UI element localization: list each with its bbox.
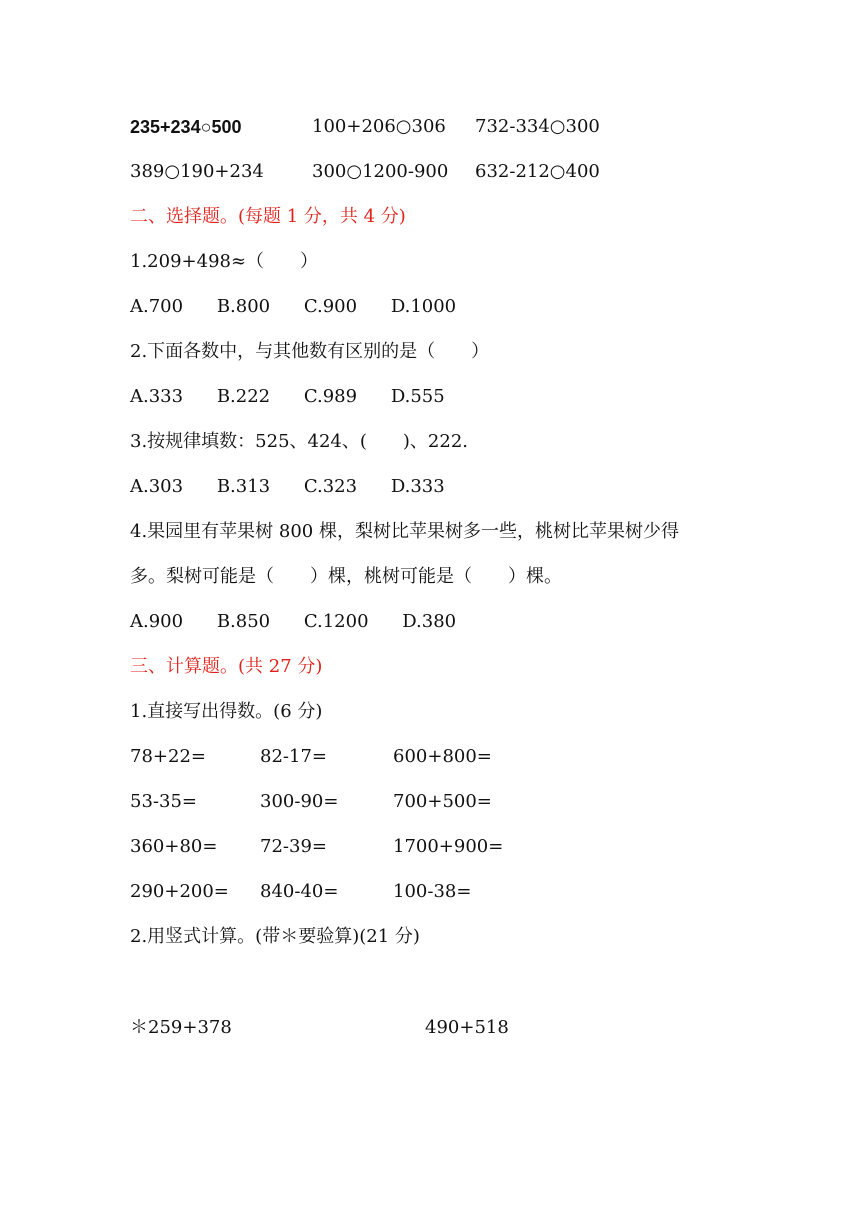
compare-item: 389○190+234 bbox=[130, 161, 264, 182]
calc-item: 100-38= bbox=[393, 881, 472, 902]
compare-item: 300○1200-900 bbox=[312, 161, 449, 182]
option: C.1200 bbox=[303, 611, 369, 632]
question-4-line-2: 多。梨树可能是（ ）棵，桃树可能是（ ）棵。 bbox=[130, 566, 562, 587]
calc-item: 290+200= bbox=[130, 881, 229, 902]
question-4-line-1: 4.果园里有苹果树 800 棵，梨树比苹果树多一些，桃树比苹果树少得 bbox=[130, 521, 679, 542]
question-1-options bbox=[130, 295, 484, 319]
calc-item: 600+800= bbox=[393, 746, 492, 767]
option: A.900 bbox=[130, 611, 184, 632]
option: B.313 bbox=[216, 476, 271, 497]
subsection-2: 2.用竖式计算。(带＊要验算)(21 分) bbox=[130, 926, 420, 947]
question-2: 2.下面各数中，与其他数有区别的是（ ） bbox=[130, 341, 490, 362]
question-4-options bbox=[130, 610, 484, 634]
calc-item: 300-90= bbox=[260, 791, 339, 812]
question-3-options bbox=[130, 475, 473, 499]
calc-item: 72-39= bbox=[260, 836, 327, 857]
subsection-1: 1.直接写出得数。(6 分) bbox=[130, 701, 323, 722]
option: D.380 bbox=[402, 611, 457, 632]
calc-item: 78+22= bbox=[130, 746, 206, 767]
calc-item: 53-35= bbox=[130, 791, 197, 812]
compare-item: 235+234○500 bbox=[130, 117, 242, 137]
vertical-calc-item: ＊259+378 bbox=[130, 1017, 232, 1038]
question-2-options bbox=[130, 385, 473, 409]
option: D.1000 bbox=[390, 296, 457, 317]
option: A.333 bbox=[130, 386, 184, 407]
calc-item: 82-17= bbox=[260, 746, 327, 767]
calc-item: 360+80= bbox=[130, 836, 218, 857]
calc-item: 840-40= bbox=[260, 881, 339, 902]
compare-item: 632-212○400 bbox=[475, 161, 600, 182]
compare-item: 732-334○300 bbox=[475, 116, 600, 137]
question-3: 3.按规律填数：525、424、( )、222. bbox=[130, 431, 469, 452]
option: B.800 bbox=[216, 296, 271, 317]
compare-item: 100+206○306 bbox=[312, 116, 446, 137]
option: D.555 bbox=[390, 386, 445, 407]
section-heading: 二、选择题。(每题 1 分，共 4 分) bbox=[130, 206, 406, 227]
option: A.303 bbox=[130, 476, 184, 497]
calc-item: 700+500= bbox=[393, 791, 492, 812]
option: A.700 bbox=[130, 296, 184, 317]
option: B.222 bbox=[216, 386, 271, 407]
option: D.333 bbox=[390, 476, 445, 497]
section-heading: 三、计算题。(共 27 分) bbox=[130, 656, 323, 677]
option: C.323 bbox=[303, 476, 358, 497]
option: C.989 bbox=[303, 386, 358, 407]
calc-item: 1700+900= bbox=[393, 836, 504, 857]
option: B.850 bbox=[216, 611, 271, 632]
option: C.900 bbox=[303, 296, 358, 317]
vertical-calc-item: 490+518 bbox=[425, 1017, 509, 1038]
question-1: 1.209+498≈（ ） bbox=[130, 251, 319, 272]
